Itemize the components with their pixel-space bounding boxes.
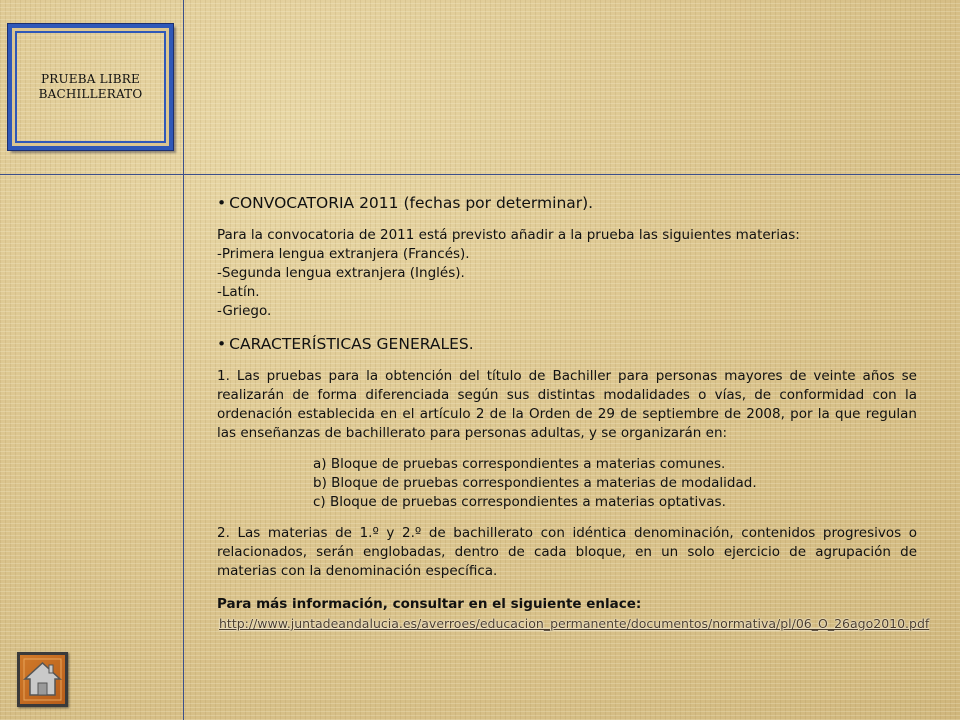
subject-item: -Latín.: [217, 284, 260, 300]
home-button[interactable]: [17, 652, 68, 707]
block-item: c) Bloque de pruebas correspondientes a materias optativas.: [313, 494, 726, 510]
subject-item: -Griego.: [217, 303, 272, 319]
paragraph-1: 1. Las pruebas para la obtención del título de Bachiller para personas mayores de veinte años se realizarán de forma diferenciada según sus distintas modalidades o vías, de conformidad con la ordenación establecida en el artículo 2 de la Orden de 29 de septiembre de 2008, por la que regulan las enseñanzas de bachillerato para personas adultas, y se organizarán en:: [217, 368, 917, 441]
subject-item: -Primera lengua extranjera (Francés).: [217, 246, 470, 262]
main-content: [217, 192, 930, 633]
vertical-divider: [183, 0, 184, 720]
section-heading-convocatoria: • CONVOCATORIA 2011 (fechas por determinar).: [217, 192, 917, 214]
horizontal-divider: [0, 174, 960, 175]
more-info-label: Para más información, consultar en el siguiente enlace:: [217, 596, 642, 612]
convocatoria-intro: Para la convocatoria de 2011 está previsto añadir a la prueba las siguientes materias:: [217, 227, 800, 243]
subject-item: -Segunda lengua extranjera (Inglés).: [217, 265, 465, 281]
more-info-link[interactable]: http://www.juntadeandalucia.es/averroes/educacion_permanente/documentos/normativa/pl/06_O_26ago2010.pdf: [219, 616, 930, 631]
paragraph-2: 2. Las materias de 1.º y 2.º de bachillerato con idéntica denominación, contenidos progresivos o relacionados, serán englobadas, dentro de cada bloque, en un solo ejercicio de agrupación de materias con la denominación específica.: [217, 525, 917, 579]
section-heading-caracteristicas: • CARACTERÍSTICAS GENERALES.: [217, 333, 917, 355]
title-box: [8, 24, 173, 150]
title-line-2: BACHILLERATO: [38, 87, 143, 101]
block-item: a) Bloque de pruebas correspondientes a materias comunes.: [313, 456, 726, 472]
block-item: b) Bloque de pruebas correspondientes a materias de modalidad.: [313, 475, 757, 491]
title-line-1: PRUEBA LIBRE: [40, 72, 140, 86]
home-icon: [20, 655, 65, 704]
